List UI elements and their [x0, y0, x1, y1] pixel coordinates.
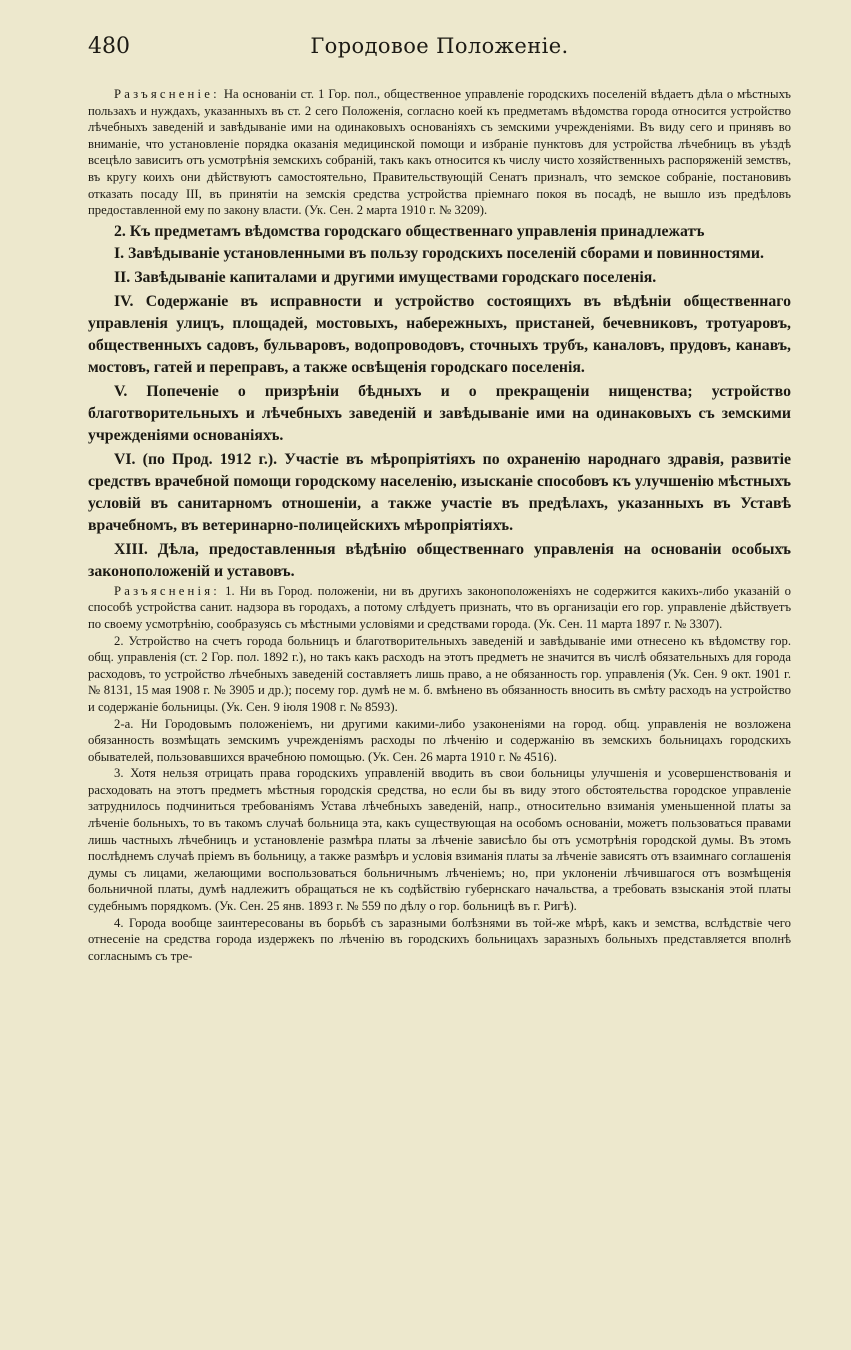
running-title: Городовое Положеніе. [310, 34, 569, 58]
article-item-5: V. Попеченіе о призрѣніи бѣдныхъ и о прекращеніи нищенства; устройство благотворительныхъ и лѣчебныхъ заведеній и завѣдываніе ими на одинаковыхъ съ земскими учрежденіями основаніяхъ. [88, 382, 791, 444]
article-item-6: VI. (по Прод. 1912 г.). Участіе въ мѣропріятіяхъ по охраненію народнаго здравія, развитіе средствъ врачебной помощи городскому населенію, изысканіе способовъ къ улучшенію мѣстныхъ условій въ санитарномъ отношеніи, а также участіе въ предѣлахъ, указанныхъ въ Уставѣ врачебномъ, въ ветеринарно-полицейскихъ мѣропріятіяхъ. [88, 450, 791, 534]
explanations-lead: Разъясненія: [114, 583, 221, 598]
article-item-1: I. Завѣдываніе установленными въ пользу городскихъ поселеній сборами и повинностями. [114, 244, 764, 262]
explanation-paragraph [88, 86, 791, 219]
article-item-2: II. Завѣдываніе капиталами и другими имуществами городскаго поселенія. [114, 268, 657, 286]
explanation-item-2a: 2-а. Ни Городовымъ положеніемъ, ни другими какими-либо узаконеніями на город. общ. управленія не возложена обязанность возмѣщать земскимъ учрежденіямъ расходы по лѣченію и содержанію въ земскихъ больницахъ городскихъ обывателей, пользовавшихся врачебною помощью. (Ук. Сен. 26 марта 1910 г. № 4516). [88, 716, 791, 764]
explanation-item-3: 3. Хотя нельзя отрицать права городскихъ управленій вводить въ свои больницы улучшенія и усовершенствованія и расходовать на этотъ предметъ мѣстныя городскія средства, но если бы въ виду этого обстоятельства городское управленіе затруднилось подчиниться требованіямъ Устава лѣчебныхъ заведеній, напр., относительно взиманія уменьшенной платы за лѣченіе больныхъ, то въ такомъ случаѣ больница эта, какъ существующая на особомъ основаніи, можетъ пользоваться правами лишь частныхъ лѣчебницъ и установленіе размѣра платы за лѣченіе зависѣло бы отъ усмотрѣнія городской думы. Въ этомъ послѣднемъ случаѣ пріемъ въ больницу, а также размѣръ и условія взиманія платы за лѣченіе зависятъ отъ взаимнаго соглашенія думы съ лицами, желающими воспользоваться больничнымъ лѣченіемъ; но, при уклоненіи лѣчившагося отъ возмѣщенія больничной платы, думѣ надлежитъ обращаться не къ содѣйствію губернскаго начальства, а требовать взысканія этой платы судебнымъ порядкомъ. (Ук. Сен. 25 янв. 1893 г. № 559 по дѣлу о гор. больницѣ въ г. Ригѣ). [88, 766, 791, 914]
explanation-item-2: 2. Устройство на счетъ города больницъ и благотворительныхъ заведеній и завѣдываніе ими отнесено къ вѣдомству гор. общ. управленія (ст. 2 Гор. пол. 1892 г.), но такъ какъ расходъ на этотъ предметъ не значится въ числѣ обязательныхъ для города расходовъ, то устройство лѣчебныхъ заведеній составляетъ лишь право, а не обязанность гор. управленія (Ук. Сен. 9 окт. 1901 г. № 8131, 15 мая 1908 г. № 3905 и др.); посему гор. думѣ не м. б. вмѣнено въ обязанность вносить въ смѣту расходъ на устройство и содержаніе больницы. (Ук. Сен. 9 іюля 1908 г. № 8593). [88, 633, 791, 714]
article-item-13: XIII. Дѣла, предоставленныя вѣдѣнію общественнаго управленія на основаніи особыхъ законоположеній и уставовъ. [88, 540, 791, 580]
page-header [88, 22, 791, 66]
explanation-item-4: 4. Города вообще заинтересованы въ борьбѣ съ заразными болѣзнями въ той-же мѣрѣ, какъ и земства, вслѣдствіе чего отнесеніе на средства города издержекъ по лѣченію въ городскихъ больницахъ заразныхъ больныхъ представляется вполнѣ согласнымъ съ тре- [88, 915, 791, 963]
paragraph-text: На основаніи ст. 1 Гор. пол., общественное управленіе городскихъ поселеній вѣдаетъ дѣла о мѣстныхъ пользахъ и нуждахъ, указанныхъ въ ст. 2 сего Положенія, согласно коей къ предметамъ вѣдомства города относится устройство лѣчебныхъ заведеній и завѣдываніе ими на одинаковыхъ основаніяхъ съ земскими учрежденіями. Въ виду сего и принявъ во вниманіе, что установленіе порядка оказанія медицинской помощи и избраніе пунктовъ для устройства лѣчебницъ въ уѣздѣ всецѣло зависитъ отъ усмотрѣнія земскихъ собраній, такъ какъ относится къ числу чисто хозяйственныхъ распоряженій земствъ, въ кругу коихъ они дѣйствуютъ самостоятельно, Правительствующій Сенатъ призналъ, что земское собраніе, постановивъ отказать посаду III, въ принятіи на земскія средства устройства пріемнаго покоя въ посадѣ, не вышло изъ предѣловъ предоставленной ему по закону власти. (Ук. Сен. 2 марта 1910 г. № 3209). [88, 87, 791, 218]
explanations-paragraph [88, 583, 791, 633]
explanation-lead: Разъясненіе: [114, 87, 220, 101]
article-heading: 2. Къ предметамъ вѣдомства городскаго общественнаго управленія принадлежатъ [114, 222, 705, 240]
article-item-4: IV. Содержаніе въ исправности и устройство состоящихъ въ вѣдѣніи общественнаго управленія улицъ, площадей, мостовыхъ, набережныхъ, пристаней, бечевниковъ, тротуаровъ, общественныхъ садовъ, бульваровъ, водопроводовъ, сточныхъ трубъ, каналовъ, прудовъ, канавъ, мостовъ, гатей и переправъ, а также освѣщенія городскаго поселенія. [88, 292, 791, 376]
paragraph-text: 1. Ни въ Город. положеніи, ни въ другихъ законоположеніяхъ не содержится какихъ-либо указаній о способѣ устройства санит. надзора въ городахъ, а потому слѣдуетъ признать, что въ организаціи его гор. управленіе дѣйствуетъ по своему усмотрѣнію, сообразуясь съ мѣстными условіями и средствами города. (Ук. Сен. 11 марта 1897 г. № 3307). [88, 583, 791, 631]
page-number: 480 [88, 34, 130, 59]
